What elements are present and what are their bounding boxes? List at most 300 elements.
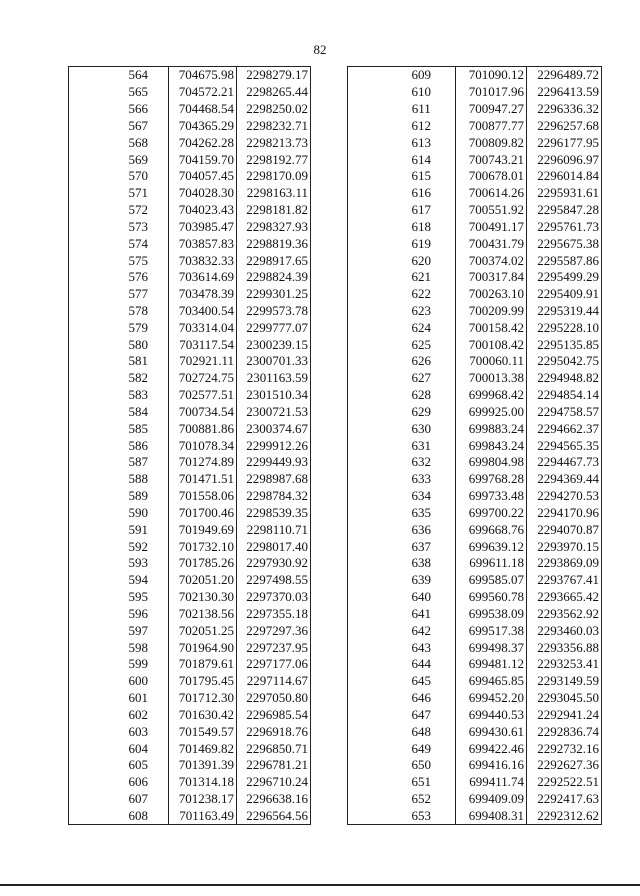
table-row xyxy=(69,437,311,454)
table-row xyxy=(348,252,602,269)
northing-cell: 2295931.61 xyxy=(527,185,602,202)
northing-cell: 2295409.91 xyxy=(527,286,602,303)
northing-cell: 2294662.37 xyxy=(527,420,602,437)
blank-cell xyxy=(69,774,109,791)
table-row xyxy=(69,723,311,740)
northing-cell: 2295761.73 xyxy=(527,218,602,235)
point-number-cell: 642 xyxy=(388,622,456,639)
northing-cell: 2300721.53 xyxy=(237,404,311,421)
blank-cell xyxy=(69,353,109,370)
table-row xyxy=(348,218,602,235)
easting-cell: 702724.75 xyxy=(169,370,237,387)
easting-cell: 703832.33 xyxy=(169,252,237,269)
point-number-cell: 585 xyxy=(109,420,169,437)
table-row xyxy=(348,791,602,808)
blank-cell xyxy=(69,690,109,707)
point-number-cell: 590 xyxy=(109,505,169,522)
easting-cell: 699498.37 xyxy=(456,639,527,656)
point-number-cell: 607 xyxy=(109,791,169,808)
point-number-cell: 571 xyxy=(109,185,169,202)
point-number-cell: 649 xyxy=(388,740,456,757)
table-row xyxy=(69,269,311,286)
point-number-cell: 577 xyxy=(109,286,169,303)
blank-cell xyxy=(69,168,109,185)
easting-cell: 699925.00 xyxy=(456,404,527,421)
point-number-cell: 627 xyxy=(388,370,456,387)
easting-cell: 704159.70 xyxy=(169,151,237,168)
easting-cell: 702051.20 xyxy=(169,572,237,589)
northing-cell: 2298279.17 xyxy=(237,67,311,84)
point-number-cell: 579 xyxy=(109,319,169,336)
northing-cell: 2294070.87 xyxy=(527,521,602,538)
table-row xyxy=(348,690,602,707)
northing-cell: 2300701.33 xyxy=(237,353,311,370)
table-row xyxy=(69,151,311,168)
point-number-cell: 569 xyxy=(109,151,169,168)
point-number-cell: 567 xyxy=(109,117,169,134)
northing-cell: 2298232.71 xyxy=(237,117,311,134)
point-number-cell: 588 xyxy=(109,471,169,488)
table-row xyxy=(69,252,311,269)
table-row xyxy=(69,134,311,151)
table-row xyxy=(348,740,602,757)
easting-cell: 702921.11 xyxy=(169,353,237,370)
point-number-cell: 580 xyxy=(109,336,169,353)
point-number-cell: 564 xyxy=(109,67,169,84)
point-number-cell: 622 xyxy=(388,286,456,303)
point-number-cell: 638 xyxy=(388,555,456,572)
easting-cell: 699585.07 xyxy=(456,572,527,589)
point-number-cell: 626 xyxy=(388,353,456,370)
blank-cell xyxy=(348,723,388,740)
northing-cell: 2296489.72 xyxy=(527,67,602,84)
northing-cell: 2298017.40 xyxy=(237,538,311,555)
blank-cell xyxy=(69,740,109,757)
blank-cell xyxy=(348,353,388,370)
blank-cell xyxy=(69,606,109,623)
table-row xyxy=(69,67,311,84)
easting-cell: 704023.43 xyxy=(169,202,237,219)
blank-cell xyxy=(69,202,109,219)
blank-cell xyxy=(348,505,388,522)
easting-cell: 702051.25 xyxy=(169,622,237,639)
easting-cell: 704057.45 xyxy=(169,168,237,185)
easting-cell: 700734.54 xyxy=(169,404,237,421)
blank-cell xyxy=(348,656,388,673)
easting-cell: 699768.28 xyxy=(456,471,527,488)
northing-cell: 2292417.63 xyxy=(527,791,602,808)
blank-cell xyxy=(69,67,109,84)
easting-cell: 699538.09 xyxy=(456,606,527,623)
easting-cell: 703314.04 xyxy=(169,319,237,336)
easting-cell: 699422.46 xyxy=(456,740,527,757)
northing-cell: 2298784.32 xyxy=(237,488,311,505)
table-row xyxy=(69,673,311,690)
point-number-cell: 620 xyxy=(388,252,456,269)
table-row xyxy=(69,286,311,303)
table-row xyxy=(348,168,602,185)
table-row xyxy=(348,370,602,387)
blank-cell xyxy=(348,488,388,505)
northing-cell: 2298265.44 xyxy=(237,84,311,101)
table-row xyxy=(348,117,602,134)
point-number-cell: 601 xyxy=(109,690,169,707)
point-number-cell: 570 xyxy=(109,168,169,185)
point-number-cell: 635 xyxy=(388,505,456,522)
point-number-cell: 630 xyxy=(388,420,456,437)
blank-cell xyxy=(69,134,109,151)
table-row xyxy=(69,690,311,707)
blank-cell xyxy=(69,319,109,336)
blank-cell xyxy=(348,807,388,824)
point-number-cell: 641 xyxy=(388,606,456,623)
blank-cell xyxy=(69,151,109,168)
point-number-cell: 609 xyxy=(388,67,456,84)
northing-cell: 2297930.92 xyxy=(237,555,311,572)
blank-cell xyxy=(69,505,109,522)
point-number-cell: 633 xyxy=(388,471,456,488)
table-row xyxy=(348,303,602,320)
blank-cell xyxy=(69,622,109,639)
point-number-cell: 578 xyxy=(109,303,169,320)
blank-cell xyxy=(69,404,109,421)
blank-cell xyxy=(348,690,388,707)
table-row xyxy=(69,168,311,185)
northing-cell: 2297050.80 xyxy=(237,690,311,707)
blank-cell xyxy=(348,370,388,387)
table-row xyxy=(69,521,311,538)
blank-cell xyxy=(69,269,109,286)
blank-cell xyxy=(348,706,388,723)
northing-cell: 2294854.14 xyxy=(527,387,602,404)
easting-cell: 701163.49 xyxy=(169,807,237,824)
point-number-cell: 591 xyxy=(109,521,169,538)
northing-cell: 2299912.26 xyxy=(237,437,311,454)
blank-cell xyxy=(348,218,388,235)
blank-cell xyxy=(348,67,388,84)
easting-cell: 699804.98 xyxy=(456,454,527,471)
point-number-cell: 651 xyxy=(388,774,456,791)
easting-cell: 699843.24 xyxy=(456,437,527,454)
point-number-cell: 636 xyxy=(388,521,456,538)
table-row xyxy=(348,555,602,572)
northing-cell: 2293460.03 xyxy=(527,622,602,639)
northing-cell: 2298824.39 xyxy=(237,269,311,286)
northing-cell: 2292627.36 xyxy=(527,757,602,774)
northing-cell: 2297355.18 xyxy=(237,606,311,623)
table-row xyxy=(69,622,311,639)
point-number-cell: 600 xyxy=(109,673,169,690)
easting-cell: 700060.11 xyxy=(456,353,527,370)
blank-cell xyxy=(348,202,388,219)
blank-cell xyxy=(69,673,109,690)
northing-cell: 2301163.59 xyxy=(237,370,311,387)
blank-cell xyxy=(348,84,388,101)
northing-cell: 2297498.55 xyxy=(237,572,311,589)
table-row xyxy=(348,723,602,740)
easting-cell: 701964.90 xyxy=(169,639,237,656)
blank-cell xyxy=(69,757,109,774)
blank-cell xyxy=(69,521,109,538)
table-row xyxy=(348,404,602,421)
blank-cell xyxy=(69,471,109,488)
point-number-cell: 572 xyxy=(109,202,169,219)
point-number-cell: 621 xyxy=(388,269,456,286)
point-number-cell: 565 xyxy=(109,84,169,101)
easting-cell: 701630.42 xyxy=(169,706,237,723)
point-number-cell: 610 xyxy=(388,84,456,101)
point-number-cell: 602 xyxy=(109,706,169,723)
northing-cell: 2299777.07 xyxy=(237,319,311,336)
table-row xyxy=(348,454,602,471)
point-number-cell: 566 xyxy=(109,101,169,118)
blank-cell xyxy=(348,555,388,572)
point-number-cell: 637 xyxy=(388,538,456,555)
table-row xyxy=(348,471,602,488)
northing-cell: 2292732.16 xyxy=(527,740,602,757)
northing-cell: 2297114.67 xyxy=(237,673,311,690)
northing-cell: 2297370.03 xyxy=(237,589,311,606)
point-number-cell: 605 xyxy=(109,757,169,774)
point-number-cell: 648 xyxy=(388,723,456,740)
easting-cell: 704675.98 xyxy=(169,67,237,84)
northing-cell: 2296850.71 xyxy=(237,740,311,757)
point-number-cell: 599 xyxy=(109,656,169,673)
easting-cell: 703478.39 xyxy=(169,286,237,303)
table-row xyxy=(348,589,602,606)
northing-cell: 2293045.50 xyxy=(527,690,602,707)
easting-cell: 699430.61 xyxy=(456,723,527,740)
table-row xyxy=(348,774,602,791)
easting-cell: 701471.51 xyxy=(169,471,237,488)
point-number-cell: 582 xyxy=(109,370,169,387)
table-row xyxy=(69,706,311,723)
easting-cell: 699560.78 xyxy=(456,589,527,606)
northing-cell: 2300239.15 xyxy=(237,336,311,353)
blank-cell xyxy=(69,84,109,101)
table-row xyxy=(69,101,311,118)
blank-cell xyxy=(348,286,388,303)
table-row xyxy=(348,757,602,774)
easting-cell: 700108.42 xyxy=(456,336,527,353)
northing-cell: 2298819.36 xyxy=(237,235,311,252)
table-row xyxy=(348,353,602,370)
blank-cell xyxy=(69,420,109,437)
northing-cell: 2296336.32 xyxy=(527,101,602,118)
point-number-cell: 594 xyxy=(109,572,169,589)
easting-cell: 700551.92 xyxy=(456,202,527,219)
easting-cell: 704028.30 xyxy=(169,185,237,202)
table-row xyxy=(348,488,602,505)
northing-cell: 2294369.44 xyxy=(527,471,602,488)
easting-cell: 700263.10 xyxy=(456,286,527,303)
easting-cell: 700013.38 xyxy=(456,370,527,387)
point-number-cell: 639 xyxy=(388,572,456,589)
point-number-cell: 606 xyxy=(109,774,169,791)
easting-cell: 699408.31 xyxy=(456,807,527,824)
point-number-cell: 616 xyxy=(388,185,456,202)
table-row xyxy=(348,505,602,522)
table-row xyxy=(348,807,602,824)
point-number-cell: 652 xyxy=(388,791,456,808)
point-number-cell: 581 xyxy=(109,353,169,370)
easting-cell: 700743.21 xyxy=(456,151,527,168)
blank-cell xyxy=(69,303,109,320)
point-number-cell: 634 xyxy=(388,488,456,505)
point-number-cell: 592 xyxy=(109,538,169,555)
easting-cell: 701274.89 xyxy=(169,454,237,471)
northing-cell: 2295135.85 xyxy=(527,336,602,353)
table-row xyxy=(348,202,602,219)
northing-cell: 2297297.36 xyxy=(237,622,311,639)
point-number-cell: 619 xyxy=(388,235,456,252)
table-row xyxy=(348,269,602,286)
blank-cell xyxy=(348,151,388,168)
northing-cell: 2292836.74 xyxy=(527,723,602,740)
blank-cell xyxy=(348,319,388,336)
blank-cell xyxy=(69,117,109,134)
table-row xyxy=(69,572,311,589)
northing-cell: 2295499.29 xyxy=(527,269,602,286)
table-row xyxy=(348,84,602,101)
northing-cell: 2297177.06 xyxy=(237,656,311,673)
easting-cell: 699416.16 xyxy=(456,757,527,774)
table-row xyxy=(69,471,311,488)
point-number-cell: 604 xyxy=(109,740,169,757)
northing-cell: 2294170.96 xyxy=(527,505,602,522)
point-number-cell: 608 xyxy=(109,807,169,824)
northing-cell: 2294948.82 xyxy=(527,370,602,387)
easting-cell: 701732.10 xyxy=(169,538,237,555)
point-number-cell: 617 xyxy=(388,202,456,219)
northing-cell: 2294758.57 xyxy=(527,404,602,421)
easting-cell: 703857.83 xyxy=(169,235,237,252)
blank-cell xyxy=(348,437,388,454)
northing-cell: 2298110.71 xyxy=(237,521,311,538)
point-number-cell: 576 xyxy=(109,269,169,286)
easting-cell: 699639.12 xyxy=(456,538,527,555)
blank-cell xyxy=(348,673,388,690)
blank-cell xyxy=(348,757,388,774)
blank-cell xyxy=(348,622,388,639)
table-row xyxy=(348,572,602,589)
blank-cell xyxy=(348,420,388,437)
northing-cell: 2298987.68 xyxy=(237,471,311,488)
blank-cell xyxy=(348,269,388,286)
blank-cell xyxy=(348,589,388,606)
table-row xyxy=(348,235,602,252)
blank-cell xyxy=(348,235,388,252)
point-number-cell: 598 xyxy=(109,639,169,656)
easting-cell: 699465.85 xyxy=(456,673,527,690)
blank-cell xyxy=(69,723,109,740)
blank-cell xyxy=(348,538,388,555)
table-row xyxy=(69,791,311,808)
easting-cell: 701238.17 xyxy=(169,791,237,808)
point-number-cell: 645 xyxy=(388,673,456,690)
table-row xyxy=(69,202,311,219)
northing-cell: 2294270.53 xyxy=(527,488,602,505)
table-row xyxy=(69,185,311,202)
point-number-cell: 597 xyxy=(109,622,169,639)
easting-cell: 701549.57 xyxy=(169,723,237,740)
point-number-cell: 603 xyxy=(109,723,169,740)
point-number-cell: 646 xyxy=(388,690,456,707)
easting-cell: 704262.28 xyxy=(169,134,237,151)
point-number-cell: 589 xyxy=(109,488,169,505)
blank-cell xyxy=(69,387,109,404)
blank-cell xyxy=(348,454,388,471)
easting-cell: 699883.24 xyxy=(456,420,527,437)
northing-cell: 2298250.02 xyxy=(237,101,311,118)
point-number-cell: 573 xyxy=(109,218,169,235)
easting-cell: 703117.54 xyxy=(169,336,237,353)
blank-cell xyxy=(69,791,109,808)
point-number-cell: 647 xyxy=(388,706,456,723)
northing-cell: 2299573.78 xyxy=(237,303,311,320)
table-row xyxy=(69,740,311,757)
blank-cell xyxy=(348,791,388,808)
easting-cell: 699733.48 xyxy=(456,488,527,505)
blank-cell xyxy=(348,404,388,421)
northing-cell: 2293665.42 xyxy=(527,589,602,606)
blank-cell xyxy=(69,807,109,824)
blank-cell xyxy=(69,101,109,118)
blank-cell xyxy=(348,572,388,589)
table-row xyxy=(69,774,311,791)
northing-cell: 2293253.41 xyxy=(527,656,602,673)
blank-cell xyxy=(69,555,109,572)
table-row xyxy=(348,319,602,336)
table-row xyxy=(69,757,311,774)
easting-cell: 701949.69 xyxy=(169,521,237,538)
point-number-cell: 612 xyxy=(388,117,456,134)
northing-cell: 2295228.10 xyxy=(527,319,602,336)
table-row xyxy=(69,639,311,656)
table-row xyxy=(69,117,311,134)
northing-cell: 2294467.73 xyxy=(527,454,602,471)
easting-cell: 699409.09 xyxy=(456,791,527,808)
easting-cell: 700809.82 xyxy=(456,134,527,151)
blank-cell xyxy=(348,168,388,185)
northing-cell: 2299449.93 xyxy=(237,454,311,471)
table-row xyxy=(69,538,311,555)
easting-cell: 700881.86 xyxy=(169,420,237,437)
easting-cell: 699411.74 xyxy=(456,774,527,791)
easting-cell: 700158.42 xyxy=(456,319,527,336)
point-number-cell: 643 xyxy=(388,639,456,656)
blank-cell xyxy=(69,185,109,202)
table-row xyxy=(69,807,311,824)
table-row xyxy=(348,387,602,404)
northing-cell: 2296257.68 xyxy=(527,117,602,134)
point-number-cell: 629 xyxy=(388,404,456,421)
table-row xyxy=(69,387,311,404)
easting-cell: 701469.82 xyxy=(169,740,237,757)
easting-cell: 700374.02 xyxy=(456,252,527,269)
northing-cell: 2293869.09 xyxy=(527,555,602,572)
easting-cell: 703985.47 xyxy=(169,218,237,235)
northing-cell: 2296014.84 xyxy=(527,168,602,185)
northing-cell: 2295319.44 xyxy=(527,303,602,320)
table-row xyxy=(69,353,311,370)
blank-cell xyxy=(69,656,109,673)
easting-cell: 701700.46 xyxy=(169,505,237,522)
easting-cell: 701314.18 xyxy=(169,774,237,791)
northing-cell: 2295042.75 xyxy=(527,353,602,370)
easting-cell: 702138.56 xyxy=(169,606,237,623)
northing-cell: 2295587.86 xyxy=(527,252,602,269)
